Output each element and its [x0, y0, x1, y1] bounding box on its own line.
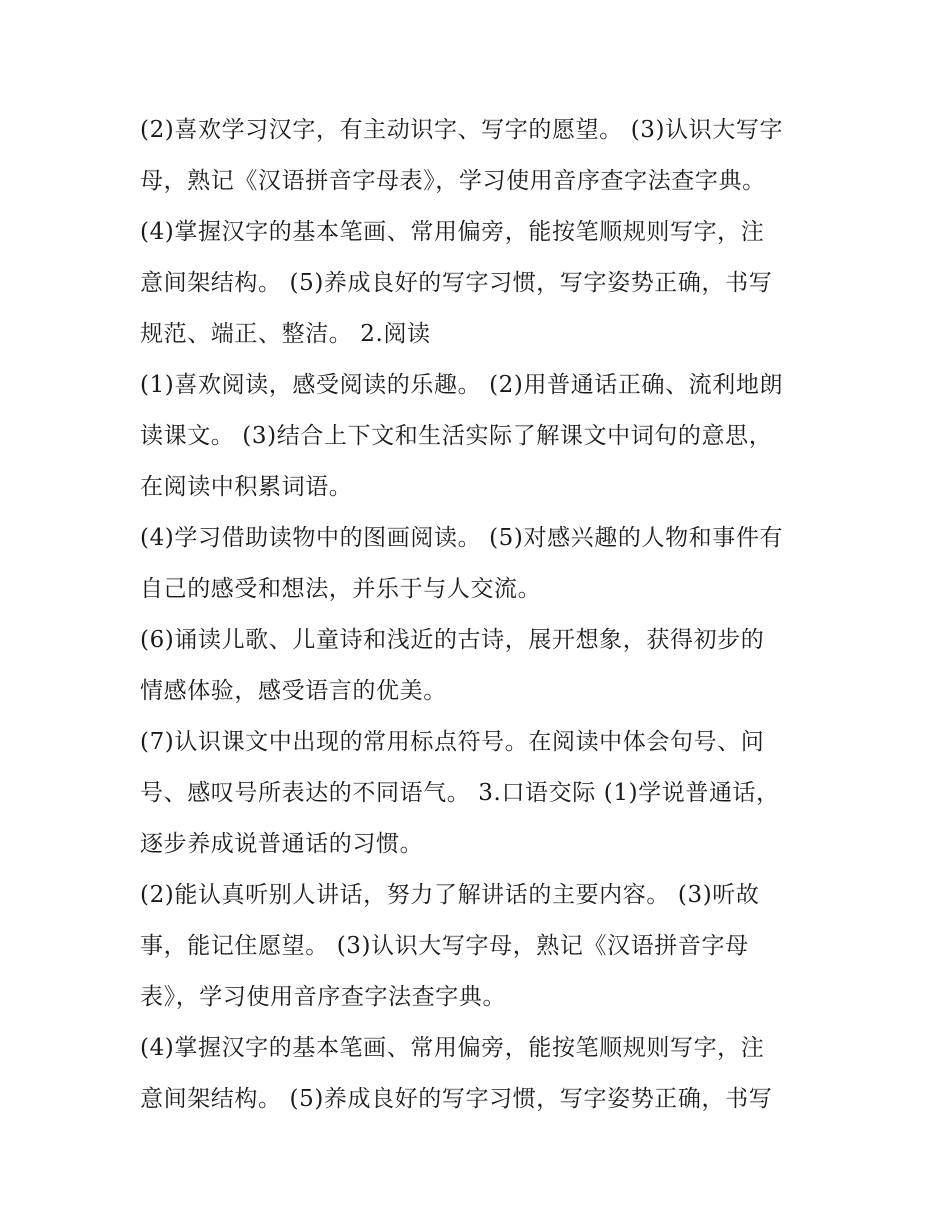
text-line: 事，能记住愿望。 (3)认识大写字母，熟记《汉语拼音字母 — [140, 933, 749, 959]
text-line: 在阅读中积累词语。 — [140, 474, 353, 500]
text-line: 自己的感受和想法，并乐于与人交流。 — [140, 576, 542, 602]
text-line: 情感体验，感受语言的优美。 — [140, 678, 447, 704]
text-line: 读课文。 (3)结合上下文和生活实际了解课文中词句的意思， — [140, 423, 773, 449]
document-body — [140, 109, 820, 1129]
text-line: 逐步养成说普通话的习惯。 — [140, 831, 424, 857]
text-line: (2)喜欢学习汉字，有主动识字、写字的愿望。 (3)认识大写字 — [140, 117, 784, 143]
text-line: (4)掌握汉字的基本笔画、常用偏旁，能按笔顺规则写字，注 — [140, 1035, 765, 1061]
text-line: 号、感叹号所表达的不同语气。 3.口语交际 (1)学说普通话， — [140, 780, 780, 806]
text-line: 意间架结构。 (5)养成良好的写字习惯，写字姿势正确，书写 — [140, 270, 773, 296]
text-line: 规范、端正、整洁。 2.阅读 — [140, 321, 431, 347]
text-line: (7)认识课文中出现的常用标点符号。在阅读中体会句号、问 — [140, 729, 765, 755]
text-line: 意间架结构。 (5)养成良好的写字习惯，写字姿势正确，书写 — [140, 1086, 773, 1112]
text-line: (1)喜欢阅读，感受阅读的乐趣。 (2)用普通话正确、流利地朗 — [140, 372, 784, 398]
text-line: (4)学习借助读物中的图画阅读。 (5)对感兴趣的人物和事件有 — [140, 525, 784, 551]
text-line: 母，熟记《汉语拼音字母表》，学习使用音序查字法查字典。 — [140, 168, 766, 194]
text-line: (6)诵读儿歌、儿童诗和浅近的古诗，展开想象，获得初步的 — [140, 627, 765, 653]
text-line: (2)能认真听别人讲话，努力了解讲话的主要内容。 (3)听故 — [140, 882, 760, 908]
text-line: 表》，学习使用音序查字法查字典。 — [140, 984, 507, 1010]
text-line: (4)掌握汉字的基本笔画、常用偏旁，能按笔顺规则写字，注 — [140, 219, 765, 245]
